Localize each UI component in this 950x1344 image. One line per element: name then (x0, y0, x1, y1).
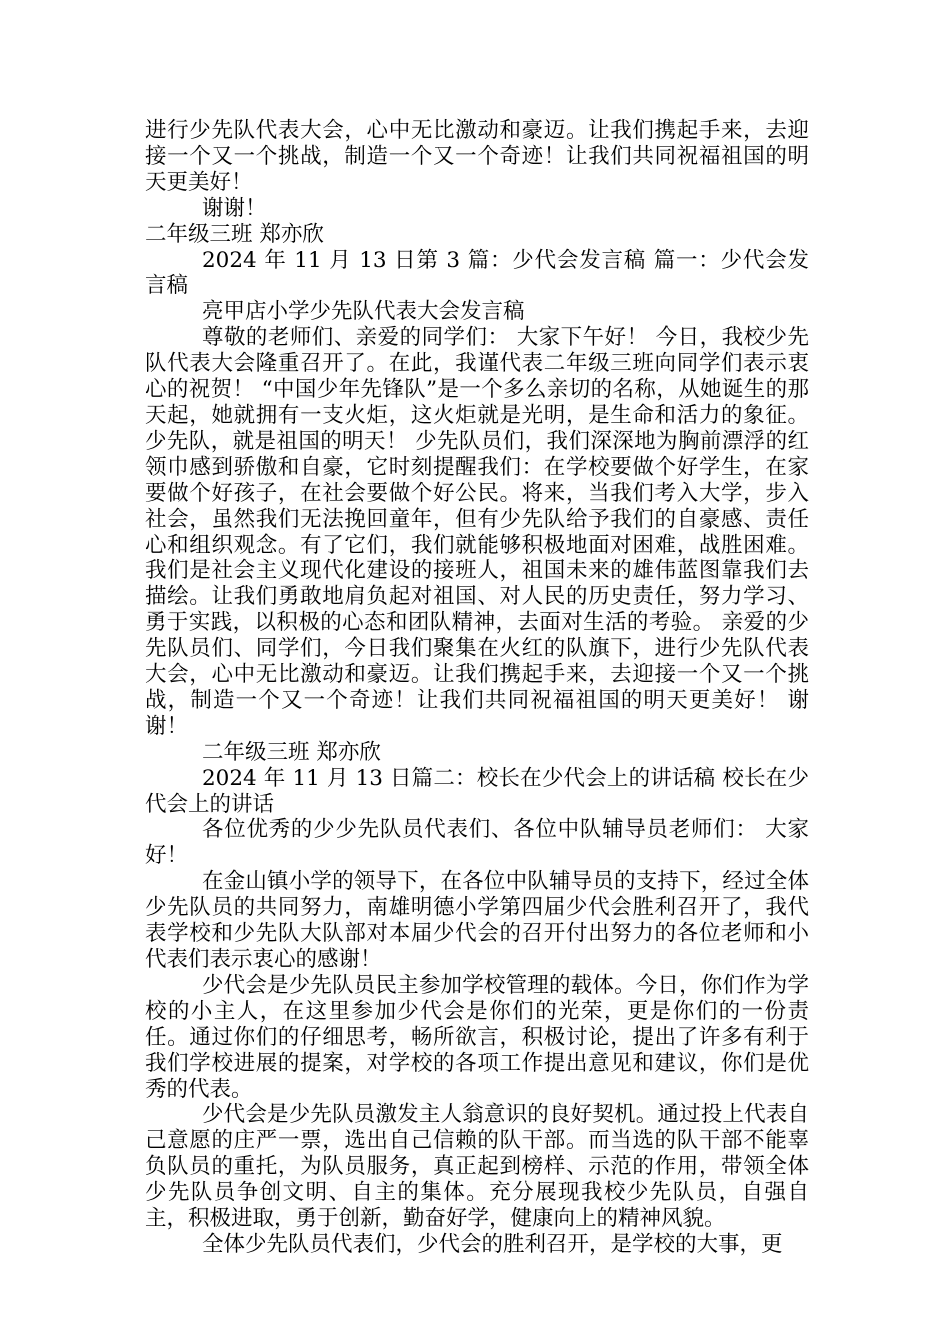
paragraph-thanks-leadership: 在金山镇小学的领导下，在各位中队辅导员的支持下，经过全体少先队员的共同努力，南雄明德小学第四届少代会胜利召开了，我代表学校和少先队大队部对本届少代会的召开付出努力的各位老师和小代表们表示衷心的感谢！ (145, 869, 809, 972)
paragraph-speech-body: 尊敬的老师们、亲爱的同学们： 大家下午好！ 今日，我校少先队代表大会隆重召开了。在此，我谨代表二年级三班向同学们表示衷心的祝贺！ “中国少年先锋队”是一个多么亲切的名称，从她诞生的那天起，她就拥有一支火炬，这火炬就是光明，是生命和活力的象征。少先队，就是祖国的明天！ 少先队员们，我们深深地为胸前漂浮的红领巾感到骄傲和自豪，它时刻提醒我们：在学校要做个好学生，在家要做个好孩子，在社会要做个好公民。将来，当我们考入大学，步入社会，虽然我们无法挽回童年，但有少先队给予我们的自豪感、责任心和组织观念。有了它们，我们就能够积极地面对困难，战胜困难。 我们是社会主义现代化建设的接班人，祖国未来的雄伟蓝图靠我们去描绘。让我们勇敢地肩负起对祖国、对人民的历史责任，努力学习、勇于实践，以积极的心态和团队精神，去面对生活的考验。 亲爱的少先队员们、同学们，今日我们聚集在火红的队旗下，进行少先队代表大会，心中无比激动和豪迈。让我们携起手来，去迎接一个又一个挑战，制造一个又一个奇迹！让我们共同祝福祖国的明天更美好！ 谢谢！ (145, 325, 809, 739)
paragraph-final: 全体少先队员代表们，少代会的胜利召开，是学校的大事，更 (202, 1231, 783, 1257)
signature-class-name-2: 二年级三班 郑亦欣 (202, 739, 381, 765)
paragraph-date-section-heading-2: 2024 年 11 月 13 日篇二：校长在少代会上的讲话稿 校长在少代会上的讲话 (145, 765, 809, 817)
paragraph-democratic-participation: 少代会是少先队员民主参加学校管理的载体。今日，你们作为学校的小主人，在这里参加少代会是你们的光荣，更是你们的一份责任。通过你们的仔细思考，畅所欲言，积极讨论，提出了许多有利于我们学校进展的提案，对学校的各项工作提出意见和建议，你们是优秀的代表。 (145, 972, 809, 1102)
document-body (145, 118, 809, 1258)
paragraph-greeting: 各位优秀的少少先队员代表们、各位中队辅导员老师们： 大家好！ (145, 817, 809, 869)
signature-class-name: 二年级三班 郑亦欣 (145, 221, 324, 247)
speech-title: 亮甲店小学少先队代表大会发言稿 (202, 299, 525, 325)
paragraph-ownership: 少代会是少先队员激发主人翁意识的良好契机。通过投上代表自己意愿的庄严一票，选出自己信赖的队干部。而当选的队干部不能辜负队员的重托，为队员服务，真正起到榜样、示范的作用，带领全体少先队员争创文明、自主的集体。充分展现我校少先队员，自强自主，积极进取，勇于创新，勤奋好学，健康向上的精神风貌。 (145, 1102, 809, 1232)
paragraph-date-section-heading: 2024 年 11 月 13 日第 3 篇：少代会发言稿 篇一：少代会发言稿 (145, 247, 809, 299)
paragraph-thanks: 谢谢！ (202, 195, 267, 221)
paragraph-closing-continued: 进行少先队代表大会，心中无比激动和豪迈。让我们携起手来，去迎接一个又一个挑战，制造一个又一个奇迹！让我们共同祝福祖国的明天更美好！ (145, 118, 809, 195)
